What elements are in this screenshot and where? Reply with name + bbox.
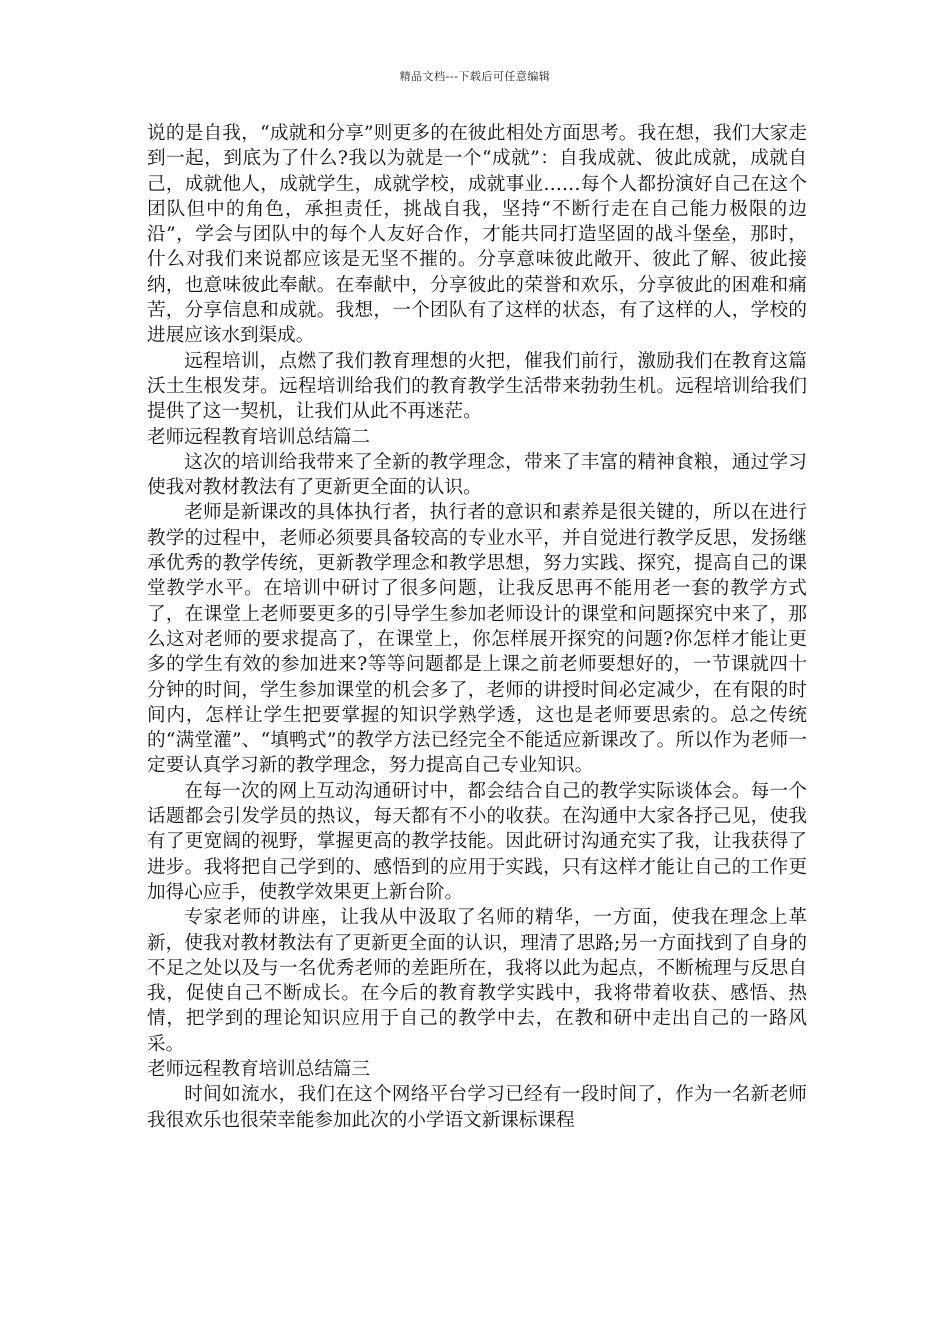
paragraph: 说的是自我，“成就和分享”则更多的在彼此相处方面思考。我在想，我们大家走到一起，到底为了什么?我以为就是一个“成就”：自我成就、彼此成就，成就自己，成就他人，成就学生，成就学校，成就事业……每个人都扮演好自己在这个团队但中的角色，承担责任，挑战自我，坚持“不断行走在自己能力极限的边沿”，学会与团队中的每个人友好合作，才能共同打造坚固的战斗堡垒，那时，什么对我们来说都应该是无坚不摧的。分享意味彼此敞开、彼此了解、彼此接纳，也意味彼此奉献。在奉献中，分享彼此的荣誉和欢乐，分享彼此的困难和痛苦，分享信息和成就。我想，一个团队有了这样的状态，有了这样的人，学校的进展应该水到渠成。 [147, 123, 807, 347]
paragraph: 这次的培训给我带来了全新的教学理念，带来了丰富的精神食粮，通过学习使我对教材教法有了更新更全面的认识。 [147, 451, 807, 499]
section-heading: 老师远程教育培训总结篇二 [147, 426, 371, 448]
document-body [147, 121, 807, 1133]
section-heading: 老师远程教育培训总结篇三 [147, 1058, 371, 1080]
paragraph: 时间如流水，我们在这个网络平台学习已经有一段时间了，作为一名新老师我很欢乐也很荣幸能参加此次的小学语文新课标课程 [147, 1084, 807, 1131]
paragraph: 老师是新课改的具体执行者，执行者的意识和素养是很关键的，所以在进行教学的过程中，老师必须要具备较高的专业水平，并自觉进行教学反思，发扬继承优秀的教学传统，更新教学理念和教学思想，努力实践、探究，提高自己的课堂教学水平。在培训中研讨了很多问题，让我反思再不能用老一套的教学方式了，在课堂上老师要更多的引导学生参加老师设计的课堂和问题探究中来了，那么这对老师的要求提高了，在课堂上，你怎样展开探究的问题?你怎样才能让更多的学生有效的参加进来?等等问题都是上课之前老师要想好的，一节课就四十分钟的时间，学生参加课堂的机会多了，老师的讲授时间必定减少，在有限的时间内，怎样让学生把要掌握的知识学熟学透，这也是老师要思索的。总之传统的“满堂灌”、“填鸭式”的教学方法已经完全不能适应新课改了。所以作为老师一定要认真学习新的教学理念，努力提高自己专业知识。 [147, 502, 807, 777]
paragraph: 在每一次的网上互动沟通研讨中，都会结合自己的教学实际谈体会。每一个话题都会引发学员的热议，每天都有不小的收获。在沟通中大家各抒己见，使我有了更宽阔的视野，掌握更高的教学技能。因此研讨沟通充实了我，让我获得了进步。我将把自己学到的、感悟到的应用于实践，只有这样才能让自己的工作更加得心应手，使教学效果更上新台阶。 [147, 780, 807, 903]
page-header: 精品文档---下载后可任意编辑 [399, 70, 551, 83]
paragraph: 专家老师的讲座，让我从中汲取了名师的精华，一方面，使我在理念上革新，使我对教材教法有了更新更全面的认识，理清了思路;另一方面找到了自身的不足之处以及与一名优秀老师的差距所在，我将以此为起点，不断梳理与反思自我，促使自己不断成长。在今后的教育教学实践中，我将带着收获、感悟、热情，把学到的理论知识应用于自己的教学中去，在教和研中走出自己的一路风采。 [147, 907, 807, 1055]
paragraph: 远程培训，点燃了我们教育理想的火把，催我们前行，激励我们在教育这篇沃土生根发芽。远程培训给我们的教育教学生活带来勃勃生机。远程培训给我们提供了这一契机，让我们从此不再迷茫。 [147, 350, 807, 423]
